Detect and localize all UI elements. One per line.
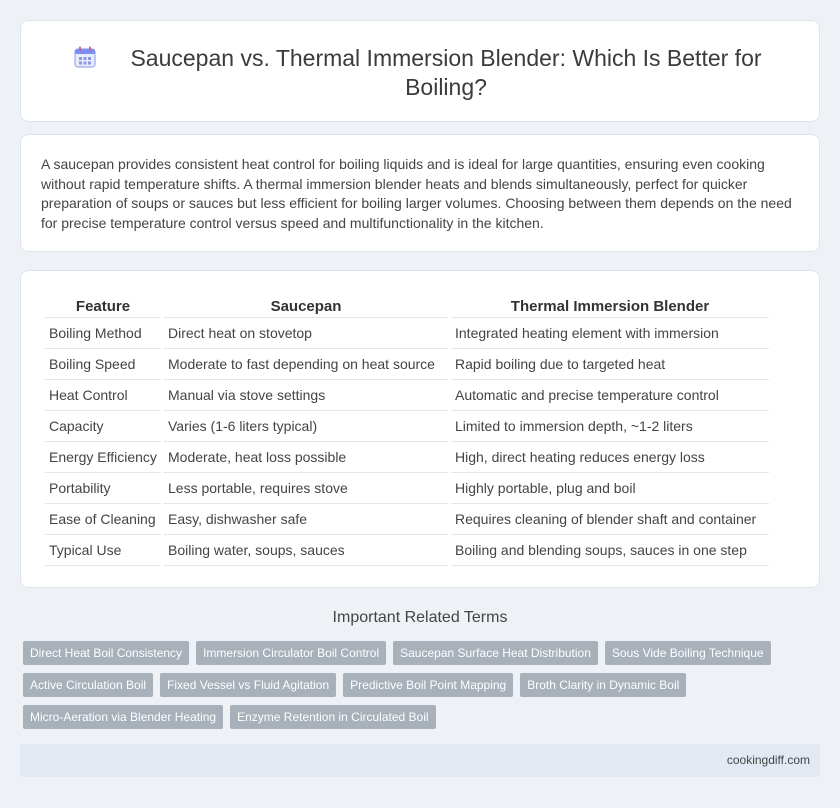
term-tag[interactable]: Immersion Circulator Boil Control (196, 641, 386, 665)
table-cell: Less portable, requires stove (164, 473, 448, 504)
term-tag[interactable]: Saucepan Surface Heat Distribution (393, 641, 598, 665)
table-cell: Automatic and precise temperature control (451, 380, 769, 411)
title-card (20, 20, 820, 122)
footer (20, 744, 820, 777)
table-cell: Boiling Method (45, 318, 161, 349)
table-cell: Energy Efficiency (45, 442, 161, 473)
table-cell: Moderate to fast depending on heat source (164, 349, 448, 380)
table-cell: Boiling and blending soups, sauces in one step (451, 535, 769, 566)
table-row (45, 504, 769, 535)
table-cell: Heat Control (45, 380, 161, 411)
table-row (45, 411, 769, 442)
term-tag[interactable]: Predictive Boil Point Mapping (343, 673, 513, 697)
table-cell: Requires cleaning of blender shaft and container (451, 504, 769, 535)
term-tag[interactable]: Broth Clarity in Dynamic Boil (520, 673, 686, 697)
footer-site-link[interactable]: cookingdiff.com (726, 753, 810, 767)
table-cell: Boiling Speed (45, 349, 161, 380)
table-cell: Moderate, heat loss possible (164, 442, 448, 473)
term-tag[interactable]: Fixed Vessel vs Fluid Agitation (160, 673, 336, 697)
term-tag[interactable]: Sous Vide Boiling Technique (605, 641, 771, 665)
comparison-card (20, 270, 820, 588)
intro-paragraph: A saucepan provides consistent heat control for boiling liquids and is ideal for large quantities, ensuring even cooking without rapid temperature shifts. A thermal immersion blender heats and blends simultaneously, perfect for quicker preparation of soups or sauces but less efficient for boiling larger volumes. Choosing between them depends on the need for precise temperature control versus speed and multifunctionality in the kitchen. (41, 156, 792, 231)
table-cell: Integrated heating element with immersion (451, 318, 769, 349)
table-row (45, 535, 769, 566)
page-title: Saucepan vs. Thermal Immersion Blender: Which Is Better for Boiling? (130, 45, 762, 100)
term-tag[interactable]: Micro-Aeration via Blender Heating (23, 705, 223, 729)
column-header-saucepan: Saucepan (164, 295, 448, 318)
table-cell: Boiling water, soups, sauces (164, 535, 448, 566)
table-row (45, 473, 769, 504)
intro-card (20, 134, 820, 252)
table-cell: High, direct heating reduces energy loss (451, 442, 769, 473)
table-row (45, 349, 769, 380)
related-terms-list (23, 641, 813, 729)
table-cell: Ease of Cleaning (45, 504, 161, 535)
table-row (45, 380, 769, 411)
column-header-blender: Thermal Immersion Blender (451, 295, 769, 318)
table-cell: Direct heat on stovetop (164, 318, 448, 349)
table-row (45, 442, 769, 473)
table-header-row (45, 295, 769, 318)
table-cell: Typical Use (45, 535, 161, 566)
comparison-table (42, 295, 772, 566)
table-cell: Easy, dishwasher safe (164, 504, 448, 535)
term-tag[interactable]: Enzyme Retention in Circulated Boil (230, 705, 435, 729)
table-cell: Varies (1-6 liters typical) (164, 411, 448, 442)
table-cell: Portability (45, 473, 161, 504)
table-row (45, 318, 769, 349)
related-terms-heading: Important Related Terms (332, 609, 508, 626)
table-cell: Highly portable, plug and boil (451, 473, 769, 504)
table-cell: Manual via stove settings (164, 380, 448, 411)
table-cell: Rapid boiling due to targeted heat (451, 349, 769, 380)
table-cell: Capacity (45, 411, 161, 442)
term-tag[interactable]: Active Circulation Boil (23, 673, 153, 697)
term-tag[interactable]: Direct Heat Boil Consistency (23, 641, 189, 665)
column-header-feature: Feature (45, 295, 161, 318)
table-cell: Limited to immersion depth, ~1-2 liters (451, 411, 769, 442)
